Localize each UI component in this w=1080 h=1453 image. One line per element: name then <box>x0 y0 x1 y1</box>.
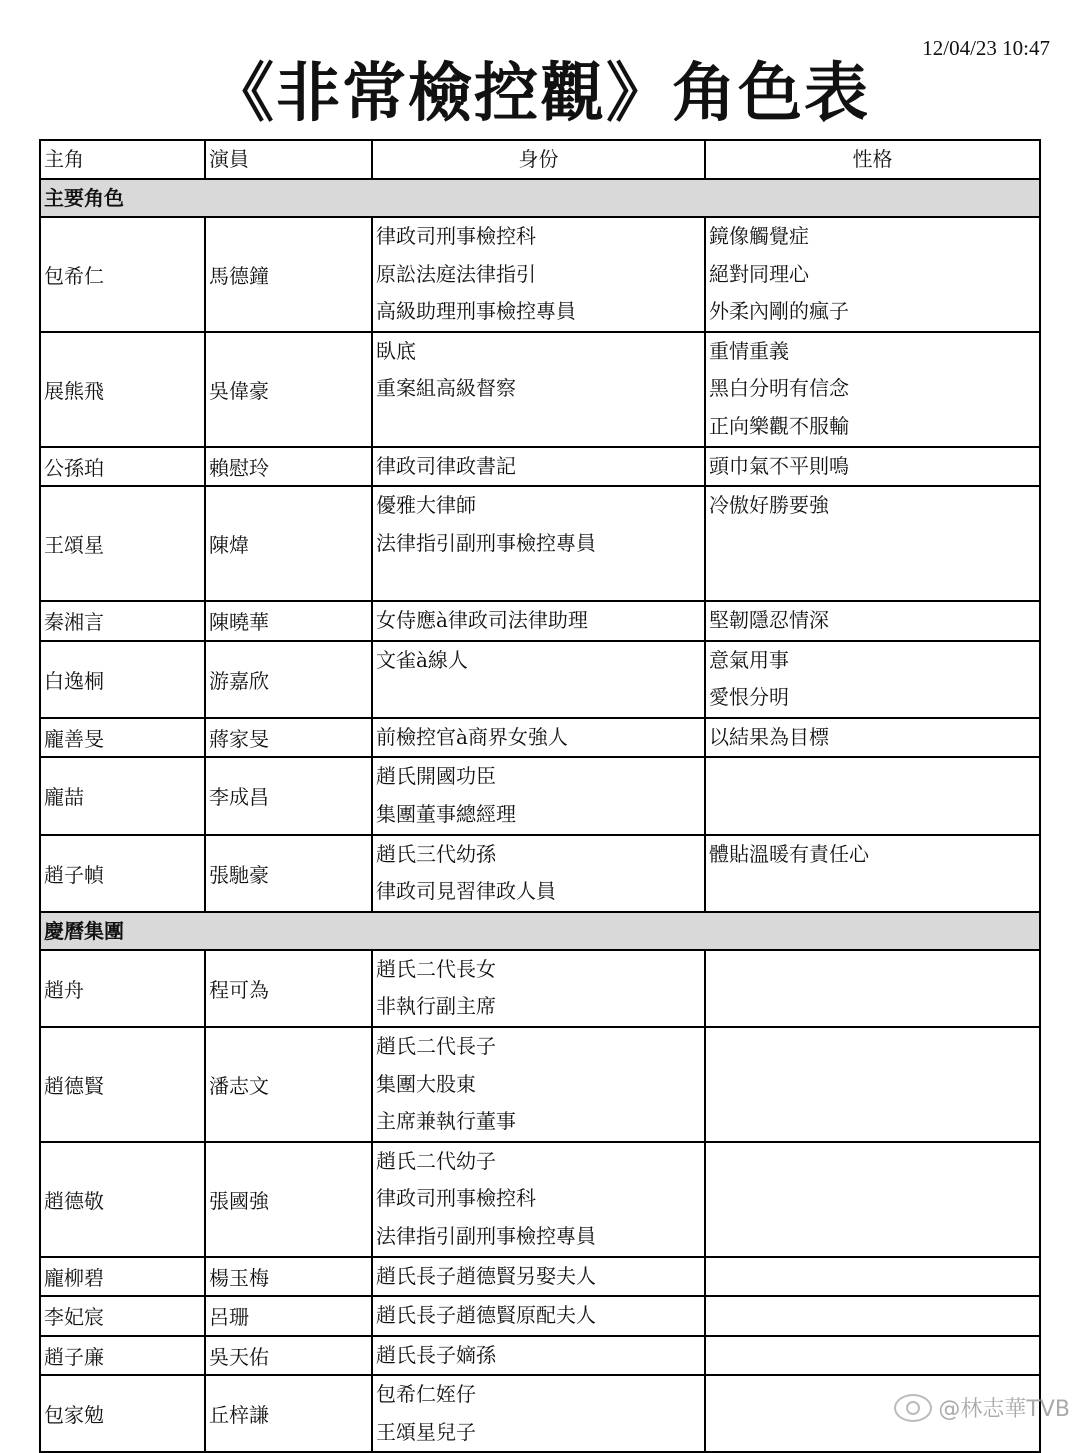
actor-cell: 張馳豪 <box>205 835 372 912</box>
personality-cell <box>705 757 1040 834</box>
section-title: 慶曆集團 <box>40 912 1040 950</box>
table-body <box>40 179 1040 1452</box>
table-row <box>40 950 1040 1027</box>
identity-line: 律政司見習律政人員 <box>376 879 556 904</box>
actor-cell: 潘志文 <box>205 1027 372 1142</box>
character-cell: 龐喆 <box>40 757 205 834</box>
identity-cell <box>372 486 705 601</box>
personality-cell <box>705 217 1040 332</box>
personality-line: 愛恨分明 <box>709 685 789 710</box>
actor-cell: 楊玉梅 <box>205 1257 372 1297</box>
actor-cell: 馬德鐘 <box>205 217 372 332</box>
identity-line: 趙氏三代幼孫 <box>376 841 496 866</box>
weibo-watermark <box>894 1392 1070 1423</box>
character-cell: 公孫珀 <box>40 447 205 487</box>
character-cell: 展熊飛 <box>40 332 205 447</box>
table-row <box>40 332 1040 447</box>
identity-cell <box>372 718 705 758</box>
character-cell: 王頌星 <box>40 486 205 601</box>
identity-line: 包希仁姪仔 <box>376 1382 476 1407</box>
identity-line: 高級助理刑事檢控專員 <box>376 299 576 324</box>
identity-line: 文雀à線人 <box>376 647 468 672</box>
identity-line: 律政司刑事檢控科 <box>376 224 536 248</box>
personality-line: 外柔內剛的瘋子 <box>709 299 849 324</box>
personality-line: 重情重義 <box>709 338 789 363</box>
identity-line: 趙氏二代幼子 <box>376 1148 496 1173</box>
actor-cell: 蔣家旻 <box>205 718 372 758</box>
identity-line: 法律指引副刑事檢控專員 <box>376 530 596 555</box>
character-cell: 包希仁 <box>40 217 205 332</box>
identity-cell <box>372 641 705 718</box>
personality-cell <box>705 718 1040 758</box>
identity-cell <box>372 1142 705 1257</box>
character-table <box>39 139 1041 1453</box>
personality-line: 冷傲好勝要強 <box>709 493 829 518</box>
table-row <box>40 1336 1040 1376</box>
personality-cell <box>705 486 1040 601</box>
identity-line: 女侍應à律政司法律助理 <box>376 607 588 632</box>
identity-cell <box>372 757 705 834</box>
actor-cell: 游嘉欣 <box>205 641 372 718</box>
identity-cell <box>372 1257 705 1297</box>
personality-line: 正向樂觀不服輸 <box>709 413 849 438</box>
character-cell: 龐柳碧 <box>40 1257 205 1297</box>
identity-cell <box>372 447 705 487</box>
personality-cell <box>705 641 1040 718</box>
weibo-icon <box>894 1394 932 1422</box>
personality-line: 堅韌隱忍情深 <box>709 607 829 632</box>
character-cell: 白逸桐 <box>40 641 205 718</box>
identity-cell <box>372 1336 705 1376</box>
section-row <box>40 179 1040 217</box>
personality-cell <box>705 835 1040 912</box>
personality-cell <box>705 332 1040 447</box>
table-row <box>40 1142 1040 1257</box>
identity-cell <box>372 1027 705 1142</box>
character-cell: 趙舟 <box>40 950 205 1027</box>
actor-cell: 程可為 <box>205 950 372 1027</box>
table-row <box>40 1296 1040 1336</box>
identity-line: 臥底 <box>376 338 416 363</box>
identity-line: 趙氏長子趙德賢另娶夫人 <box>376 1263 596 1288</box>
actor-cell: 丘梓謙 <box>205 1375 372 1452</box>
character-cell: 包家勉 <box>40 1375 205 1452</box>
identity-cell <box>372 1296 705 1336</box>
identity-line: 趙氏開國功臣 <box>376 764 496 789</box>
table-row <box>40 757 1040 834</box>
table-row <box>40 447 1040 487</box>
personality-cell <box>705 1027 1040 1142</box>
table-row <box>40 601 1040 641</box>
personality-line: 黑白分明有信念 <box>709 376 849 401</box>
identity-line: 原訟法庭法律指引 <box>376 261 536 286</box>
personality-line: 鏡像觸覺症 <box>709 224 809 248</box>
identity-line: 趙氏長子嫡孫 <box>376 1342 496 1367</box>
personality-cell <box>705 950 1040 1027</box>
column-header-identity: 身份 <box>372 140 705 179</box>
personality-line: 意氣用事 <box>709 647 789 672</box>
identity-line: 趙氏長子趙德賢原配夫人 <box>376 1303 596 1328</box>
actor-cell: 吳偉豪 <box>205 332 372 447</box>
identity-line: 律政司律政書記 <box>376 453 516 478</box>
actor-cell: 張國強 <box>205 1142 372 1257</box>
identity-cell <box>372 601 705 641</box>
actor-cell: 吳天佑 <box>205 1336 372 1376</box>
table-row <box>40 1375 1040 1452</box>
actor-cell: 呂珊 <box>205 1296 372 1336</box>
identity-line: 法律指引副刑事檢控專員 <box>376 1223 596 1248</box>
identity-line: 趙氏二代長子 <box>376 1033 496 1058</box>
personality-cell <box>705 1296 1040 1336</box>
identity-cell <box>372 950 705 1027</box>
column-header-actor: 演員 <box>205 140 372 179</box>
personality-cell <box>705 447 1040 487</box>
personality-cell <box>705 1257 1040 1297</box>
character-cell: 趙子幀 <box>40 835 205 912</box>
section-title: 主要角色 <box>40 179 1040 217</box>
header-row <box>40 140 1040 179</box>
identity-cell <box>372 835 705 912</box>
identity-line: 趙氏二代長女 <box>376 956 496 981</box>
personality-line: 以結果為目標 <box>709 724 829 749</box>
character-cell: 趙德賢 <box>40 1027 205 1142</box>
identity-line: 主席兼執行董事 <box>376 1109 516 1134</box>
section-row <box>40 912 1040 950</box>
personality-line: 體貼溫暖有責任心 <box>709 841 869 866</box>
timestamp: 12/04/23 10:47 <box>922 36 1050 60</box>
actor-cell: 賴慰玲 <box>205 447 372 487</box>
identity-line: 集團大股東 <box>376 1071 476 1096</box>
identity-line: 重案組高級督察 <box>376 376 516 401</box>
identity-line: 優雅大律師 <box>376 493 476 518</box>
personality-cell <box>705 1142 1040 1257</box>
identity-line: 王頌星兒子 <box>376 1419 476 1444</box>
personality-line: 頭巾氣不平則鳴 <box>709 453 849 478</box>
actor-cell: 陳曉華 <box>205 601 372 641</box>
character-cell: 趙子廉 <box>40 1336 205 1376</box>
identity-line: 律政司刑事檢控科 <box>376 1186 536 1211</box>
identity-line: 集團董事總經理 <box>376 801 516 826</box>
character-cell: 李妃宸 <box>40 1296 205 1336</box>
table-row <box>40 1257 1040 1297</box>
table-row <box>40 718 1040 758</box>
identity-cell <box>372 332 705 447</box>
table-row <box>40 217 1040 332</box>
table-row <box>40 486 1040 601</box>
table-row <box>40 1027 1040 1142</box>
identity-line: 前檢控官à商界女強人 <box>376 724 568 749</box>
character-cell: 秦湘言 <box>40 601 205 641</box>
identity-line: 非執行副主席 <box>376 994 496 1019</box>
identity-cell <box>372 217 705 332</box>
table-row <box>40 835 1040 912</box>
column-header-character: 主角 <box>40 140 205 179</box>
actor-cell: 李成昌 <box>205 757 372 834</box>
table-row <box>40 641 1040 718</box>
personality-line: 絕對同理心 <box>709 261 809 286</box>
column-header-personality: 性格 <box>705 140 1040 179</box>
identity-cell <box>372 1375 705 1452</box>
page-title: 《非常檢控觀》角色表 <box>210 57 870 131</box>
watermark-text: @林志華TVB <box>938 1397 1070 1422</box>
actor-cell: 陳煒 <box>205 486 372 601</box>
character-cell: 趙德敬 <box>40 1142 205 1257</box>
personality-cell <box>705 1336 1040 1376</box>
character-cell: 龐善旻 <box>40 718 205 758</box>
personality-cell <box>705 601 1040 641</box>
